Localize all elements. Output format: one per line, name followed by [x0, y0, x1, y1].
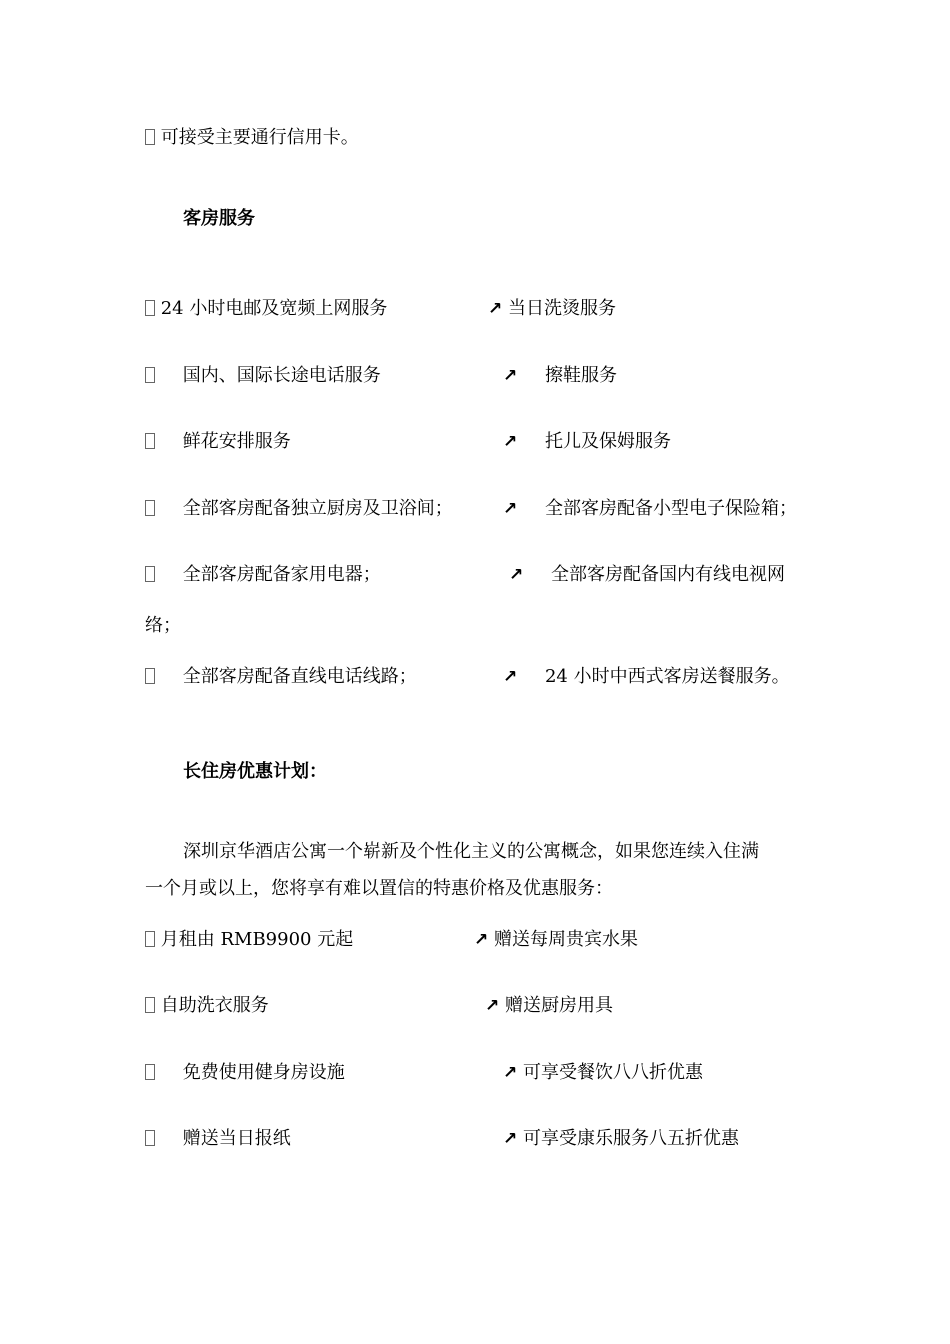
long-stay-intro-line-2: 一个月或以上，您将享有难以置信的特惠价格及优惠服务： [145, 878, 613, 899]
north-east-arrow-icon: ↗ [503, 499, 518, 519]
north-east-arrow-icon: ↗ [474, 930, 489, 950]
north-east-arrow-icon: ↗ [503, 1063, 518, 1083]
long-stay-right-4 [503, 1127, 739, 1151]
room-services-heading: 客房服务 [183, 208, 255, 229]
north-east-arrow-icon: ↗ [488, 299, 503, 319]
long-stay-label: 免费使用健身房设施 [182, 1062, 345, 1083]
long-stay-intro-line-1: 深圳京华酒店公寓一个崭新及个性化主义的公寓概念，如果您连续入住满 [183, 841, 759, 862]
room-service-label: 全部客房配备国内有线电视网 [550, 564, 785, 585]
north-east-arrow-icon: ↗ [509, 565, 524, 585]
long-stay-left-2 [145, 994, 269, 1018]
room-service-left-1 [145, 297, 387, 321]
square-bullet-icon [145, 668, 155, 684]
room-service-label: 擦鞋服务 [544, 365, 617, 386]
square-bullet-icon [145, 300, 155, 316]
long-stay-heading: 长住房优惠计划： [183, 761, 327, 782]
long-stay-label: 赠送当日报纸 [182, 1128, 291, 1149]
long-stay-label: 可享受康乐服务八五折优惠 [522, 1128, 739, 1149]
room-service-right-3 [503, 430, 671, 454]
room-service-right-2 [503, 364, 617, 388]
room-service-label: 国内、国际长途电话服务 [182, 365, 381, 386]
room-service-label: 全部客房配备小型电子保险箱； [544, 498, 797, 519]
room-service-label: 24 小时中西式客房送餐服务。 [544, 666, 790, 687]
room-service-left-3 [145, 430, 291, 454]
room-service-label: 全部客房配备家用电器； [182, 564, 381, 585]
square-bullet-icon [145, 931, 155, 947]
north-east-arrow-icon: ↗ [503, 366, 518, 386]
room-service-label: 托儿及保姆服务 [544, 431, 671, 452]
long-stay-left-1 [145, 928, 353, 952]
long-stay-left-3 [145, 1061, 345, 1085]
room-service-left-6 [145, 665, 417, 689]
square-bullet-icon [145, 433, 155, 449]
square-bullet-icon [145, 500, 155, 516]
square-bullet-icon [145, 1064, 155, 1080]
room-service-label: 24 小时电邮及宽频上网服务 [160, 298, 388, 319]
square-bullet-icon [145, 1130, 155, 1146]
long-stay-right-1 [474, 928, 638, 952]
north-east-arrow-icon: ↗ [503, 1129, 518, 1149]
room-service-left-5 [145, 563, 381, 587]
room-service-right-5 [509, 563, 785, 587]
square-bullet-icon [145, 367, 155, 383]
room-service-right-6 [503, 665, 790, 689]
room-service-continuation: 络； [145, 615, 181, 636]
square-bullet-icon [145, 997, 155, 1013]
payment-item [145, 126, 359, 150]
room-service-right-1 [488, 297, 616, 321]
long-stay-label: 赠送每周贵宾水果 [493, 929, 638, 950]
payment-text: 可接受主要通行信用卡。 [160, 127, 359, 148]
room-service-label: 鲜花安排服务 [182, 431, 291, 452]
square-bullet-icon [145, 129, 155, 145]
room-service-label: 全部客房配备独立厨房及卫浴间； [182, 498, 453, 519]
long-stay-right-3 [503, 1061, 703, 1085]
long-stay-label: 月租由 RMB9900 元起 [160, 929, 354, 950]
room-service-label: 当日洗烫服务 [507, 298, 616, 319]
long-stay-left-4 [145, 1127, 291, 1151]
long-stay-right-2 [485, 994, 613, 1018]
north-east-arrow-icon: ↗ [503, 667, 518, 687]
north-east-arrow-icon: ↗ [503, 432, 518, 452]
long-stay-label: 自助洗衣服务 [160, 995, 269, 1016]
room-service-left-4 [145, 497, 453, 521]
long-stay-label: 赠送厨房用具 [504, 995, 613, 1016]
north-east-arrow-icon: ↗ [485, 996, 500, 1016]
long-stay-label: 可享受餐饮八八折优惠 [522, 1062, 703, 1083]
room-service-left-2 [145, 364, 381, 388]
square-bullet-icon [145, 566, 155, 582]
room-service-label: 全部客房配备直线电话线路； [182, 666, 417, 687]
room-service-right-4 [503, 497, 797, 521]
